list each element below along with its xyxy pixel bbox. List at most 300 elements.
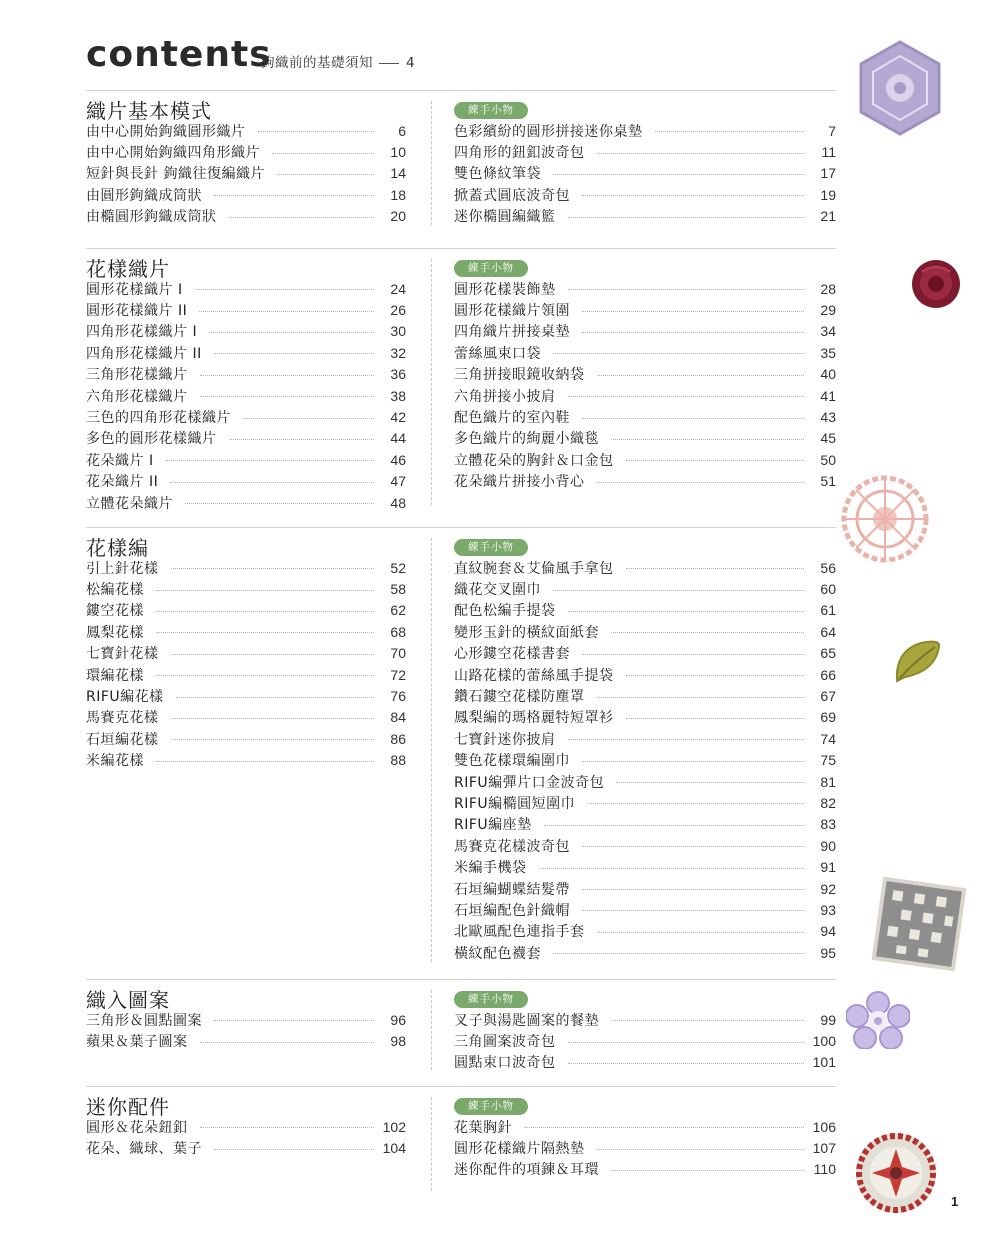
dot-leader — [587, 803, 804, 804]
entry-label: 色彩繽紛的圓形拼接迷你桌墊 — [454, 123, 643, 140]
entry-page-number: 45 — [820, 430, 836, 447]
entry-page-number: 86 — [390, 730, 406, 747]
entry-page-number: 14 — [390, 165, 406, 182]
practice-items-badge: 練手小物 — [454, 260, 528, 277]
toc-entry[interactable] — [86, 707, 406, 728]
dot-leader — [568, 739, 805, 740]
entry-label: 直紋腕套＆艾倫風手拿包 — [454, 560, 614, 577]
left-column-list — [86, 1116, 406, 1159]
dot-leader — [258, 131, 375, 132]
section-title: 花樣織片 — [86, 257, 170, 281]
toc-entry[interactable] — [454, 342, 836, 363]
practice-items-badge: 練手小物 — [454, 1098, 528, 1115]
dot-leader — [611, 1020, 804, 1021]
section-title: 迷你配件 — [86, 1095, 170, 1119]
entry-page-number: 64 — [820, 623, 836, 640]
entry-label: 花朵織片拼接小背心 — [454, 474, 585, 491]
left-column-list — [86, 278, 406, 513]
toc-entry[interactable] — [454, 771, 836, 792]
right-column-list — [454, 278, 836, 492]
entry-page-number: 68 — [390, 623, 406, 640]
dot-leader — [597, 697, 805, 698]
entry-label: 叉子與湯匙圖案的餐墊 — [454, 1012, 599, 1029]
toc-section — [86, 527, 836, 968]
toc-entry[interactable] — [454, 557, 836, 578]
entry-page-number: 50 — [820, 451, 836, 468]
dot-leader — [200, 396, 375, 397]
toc-entry[interactable] — [86, 141, 406, 162]
toc-entry[interactable] — [86, 728, 406, 749]
entry-page-number: 58 — [390, 581, 406, 598]
practice-items-badge: 練手小物 — [454, 102, 528, 119]
toc-entry[interactable] — [86, 364, 406, 385]
toc-section — [86, 248, 836, 511]
toc-entry[interactable] — [86, 184, 406, 205]
entry-page-number: 10 — [390, 144, 406, 161]
entry-label: 花朵織片 II — [86, 474, 159, 491]
contents-title: contents — [86, 34, 272, 75]
entry-label: 橫紋配色襪套 — [454, 945, 541, 962]
toc-entry[interactable] — [454, 364, 836, 385]
entry-label: 圓形花樣織片 I — [86, 281, 183, 298]
green-leaf-motif-icon — [891, 637, 943, 685]
entry-page-number: 28 — [820, 280, 836, 297]
toc-entry[interactable] — [454, 814, 836, 835]
toc-entry[interactable] — [86, 163, 406, 184]
entry-label: 引上針花樣 — [86, 560, 159, 577]
dot-leader — [544, 825, 804, 826]
entry-page-number: 47 — [390, 473, 406, 490]
dot-leader — [611, 632, 804, 633]
toc-entry[interactable] — [454, 406, 836, 427]
entry-label: 圓形花樣裝飾墊 — [454, 281, 556, 298]
toc-entry[interactable] — [454, 163, 836, 184]
entry-label: RIFU編座墊 — [454, 817, 532, 834]
dot-leader — [171, 718, 375, 719]
entry-page-number: 99 — [820, 1011, 836, 1028]
dot-leader — [553, 590, 804, 591]
toc-entry[interactable] — [86, 385, 406, 406]
entry-label: 變形玉針的橫紋面紙套 — [454, 624, 599, 641]
toc-entry[interactable] — [86, 557, 406, 578]
entry-label: 鏤空花樣 — [86, 603, 144, 620]
left-column-list — [86, 1009, 406, 1052]
entry-label: 多色的圓形花樣織片 — [86, 431, 217, 448]
dot-leader — [156, 675, 374, 676]
toc-entry[interactable] — [86, 471, 406, 492]
entry-page-number: 38 — [390, 387, 406, 404]
toc-entry[interactable] — [454, 921, 836, 942]
entry-label: 多色織片的絢麗小織毯 — [454, 431, 599, 448]
toc-entry[interactable] — [454, 1116, 836, 1137]
dot-leader — [597, 375, 805, 376]
dot-leader — [156, 632, 374, 633]
entry-page-number: 52 — [390, 559, 406, 576]
entry-label: 三角圖案波奇包 — [454, 1034, 556, 1051]
entry-label: 花葉胸針 — [454, 1119, 512, 1136]
entry-page-number: 34 — [820, 323, 836, 340]
dot-leader — [553, 353, 804, 354]
dot-leader — [524, 1127, 804, 1128]
dot-leader — [616, 782, 804, 783]
entry-label: RIFU編花樣 — [86, 689, 164, 706]
toc-entry[interactable] — [454, 942, 836, 963]
toc-entry[interactable] — [86, 621, 406, 642]
dot-leader — [568, 1042, 805, 1043]
toc-entry[interactable] — [454, 321, 836, 342]
basics-entry-label: 鉤織前的基礎須知 — [261, 55, 373, 71]
dot-leader — [272, 153, 374, 154]
entry-page-number: 94 — [820, 923, 836, 940]
entry-label: 由圓形鉤織成筒狀 — [86, 187, 202, 204]
toc-entry[interactable] — [86, 685, 406, 706]
toc-entry[interactable] — [454, 578, 836, 599]
entry-page-number: 35 — [820, 344, 836, 361]
entry-page-number: 44 — [390, 430, 406, 447]
dot-leader — [568, 217, 805, 218]
entry-page-number: 20 — [390, 208, 406, 225]
practice-items-badge: 練手小物 — [454, 991, 528, 1008]
toc-entry[interactable] — [86, 206, 406, 227]
toc-entry[interactable] — [454, 141, 836, 162]
toc-entry[interactable] — [86, 492, 406, 513]
toc-entry[interactable] — [86, 1030, 406, 1051]
toc-entry[interactable] — [454, 184, 836, 205]
entry-label: 迷你配件的項鍊＆耳環 — [454, 1162, 599, 1179]
entry-label: 米編花樣 — [86, 753, 144, 770]
entry-page-number: 32 — [390, 344, 406, 361]
lavender-hexagon-motif-icon — [857, 40, 943, 136]
entry-label: 馬賽克花樣 — [86, 710, 159, 727]
entry-label: 由中心開始鉤織四角形織片 — [86, 145, 260, 162]
entry-label: 圓形＆花朵鈕釦 — [86, 1119, 188, 1136]
toc-entry[interactable] — [86, 600, 406, 621]
toc-entry[interactable] — [454, 1052, 836, 1073]
entry-page-number: 60 — [820, 581, 836, 598]
toc-entry[interactable] — [454, 707, 836, 728]
entry-label: 迷你橢圓編織籃 — [454, 209, 556, 226]
entry-label: 掀蓋式圓底波奇包 — [454, 187, 570, 204]
entry-page-number: 51 — [820, 473, 836, 490]
entry-label: 配色松編手提袋 — [454, 603, 556, 620]
toc-entry[interactable] — [454, 878, 836, 899]
entry-page-number: 56 — [820, 559, 836, 576]
dot-leader — [626, 675, 805, 676]
entry-label: 織花交叉圍巾 — [454, 582, 541, 599]
entry-page-number: 42 — [390, 409, 406, 426]
dot-leader — [582, 311, 804, 312]
entry-page-number: 84 — [390, 709, 406, 726]
dot-leader — [582, 418, 804, 419]
toc-entry[interactable] — [454, 600, 836, 621]
entry-page-number: 24 — [390, 280, 406, 297]
toc-section — [86, 1086, 836, 1197]
toc-entry[interactable] — [454, 471, 836, 492]
entry-page-number: 18 — [390, 186, 406, 203]
dash-separator — [379, 63, 399, 64]
dot-leader — [568, 611, 805, 612]
entry-page-number: 82 — [820, 794, 836, 811]
entry-label: 七寶針花樣 — [86, 646, 159, 663]
burgundy-rose-motif-icon — [908, 258, 964, 310]
entry-label: 配色織片的室內鞋 — [454, 410, 570, 427]
dot-leader — [597, 1149, 805, 1150]
entry-label: 石垣編花樣 — [86, 731, 159, 748]
entry-page-number: 74 — [820, 730, 836, 747]
toc-entry[interactable] — [454, 835, 836, 856]
dot-leader — [199, 311, 374, 312]
dot-leader — [597, 482, 805, 483]
dot-leader — [170, 482, 374, 483]
entry-page-number: 95 — [820, 944, 836, 961]
toc-entry[interactable] — [454, 1030, 836, 1051]
entry-label: 六角拼接小披肩 — [454, 388, 556, 405]
left-column-list — [86, 557, 406, 771]
entry-label: 松編花樣 — [86, 582, 144, 599]
entry-page-number: 67 — [820, 688, 836, 705]
dot-leader — [195, 289, 374, 290]
toc-entry[interactable] — [454, 899, 836, 920]
dot-leader — [214, 1149, 374, 1150]
toc-entry[interactable] — [454, 621, 836, 642]
entry-label: 鳳梨花樣 — [86, 624, 144, 641]
dot-leader — [243, 418, 374, 419]
dot-leader — [156, 590, 374, 591]
entry-page-number: 96 — [390, 1011, 406, 1028]
entry-label: 馬賽克花樣波奇包 — [454, 838, 570, 855]
entry-page-number: 46 — [390, 451, 406, 468]
dot-leader — [553, 174, 804, 175]
section-title: 織片基本模式 — [86, 99, 212, 123]
toc-entry[interactable] — [454, 685, 836, 706]
toc-entry[interactable] — [454, 1137, 836, 1158]
entry-label: 花朵織片 I — [86, 452, 154, 469]
entry-label: 米編手機袋 — [454, 860, 527, 877]
page-number: 1 — [951, 1194, 959, 1209]
section-title: 織入圖案 — [86, 988, 170, 1012]
toc-entry[interactable] — [454, 428, 836, 449]
entry-label: 三角形花樣織片 — [86, 367, 188, 384]
entry-page-number: 61 — [820, 602, 836, 619]
entry-label: 心形鏤空花樣書套 — [454, 646, 570, 663]
toc-entry[interactable] — [86, 278, 406, 299]
toc-entry[interactable] — [454, 856, 836, 877]
entry-page-number: 75 — [820, 752, 836, 769]
toc-entry[interactable] — [86, 428, 406, 449]
dot-leader — [582, 332, 804, 333]
basics-entry[interactable] — [261, 51, 415, 71]
section-title: 花樣編 — [86, 536, 149, 560]
dot-leader — [171, 739, 375, 740]
toc-entry[interactable] — [454, 206, 836, 227]
toc-entry[interactable] — [86, 1009, 406, 1030]
toc-entry[interactable] — [86, 342, 406, 363]
entry-page-number: 66 — [820, 666, 836, 683]
purple-flower-motif-icon — [846, 991, 910, 1049]
entry-page-number: 48 — [390, 494, 406, 511]
toc-section — [86, 90, 836, 231]
entry-page-number: 102 — [382, 1118, 406, 1135]
column-divider — [431, 101, 432, 225]
dot-leader — [582, 889, 804, 890]
entry-page-number: 81 — [820, 773, 836, 790]
entry-label: 三角拼接眼鏡收納袋 — [454, 367, 585, 384]
entry-label: 圓點束口波奇包 — [454, 1055, 556, 1072]
entry-label: 四角形花樣織片 I — [86, 324, 198, 341]
entry-label: 鳳梨編的瑪格麗特短罩衫 — [454, 710, 614, 727]
entry-page-number: 6 — [398, 122, 406, 139]
entry-label: 六角形花樣織片 — [86, 388, 188, 405]
toc-entry[interactable] — [454, 299, 836, 320]
entry-label: 雙色花樣環編圍巾 — [454, 753, 570, 770]
entry-page-number: 40 — [820, 366, 836, 383]
red-round-coaster-motif-icon — [854, 1131, 938, 1215]
entry-page-number: 91 — [820, 859, 836, 876]
dot-leader — [229, 217, 375, 218]
dot-leader — [156, 761, 374, 762]
toc-section — [86, 979, 836, 1076]
toc-entry[interactable] — [86, 643, 406, 664]
entry-label: 立體花朵的胸針＆口金包 — [454, 452, 614, 469]
entry-label: 蕾絲風束口袋 — [454, 345, 541, 362]
dot-leader — [171, 654, 375, 655]
toc-entry[interactable] — [454, 728, 836, 749]
dot-leader — [166, 460, 374, 461]
entry-page-number: 107 — [812, 1140, 836, 1157]
dot-leader — [611, 1170, 804, 1171]
entry-label: 雙色條紋筆袋 — [454, 166, 541, 183]
entry-label: 四角形的鈕釦波奇包 — [454, 145, 585, 162]
entry-label: 圓形花樣織片 II — [86, 303, 188, 320]
toc-entry[interactable] — [454, 664, 836, 685]
entry-label: 圓形花樣織片領圍 — [454, 303, 570, 320]
entry-page-number: 100 — [812, 1033, 836, 1050]
entry-page-number: 17 — [820, 165, 836, 182]
dot-leader — [171, 568, 375, 569]
entry-label: 花朵、織球、葉子 — [86, 1141, 202, 1158]
dot-leader — [200, 1127, 375, 1128]
dot-leader — [626, 568, 805, 569]
dot-leader — [655, 131, 805, 132]
toc-entry[interactable] — [86, 449, 406, 470]
entry-label: 石垣編蝴蝶結髮帶 — [454, 881, 570, 898]
toc-entry[interactable] — [86, 299, 406, 320]
toc-entry[interactable] — [86, 578, 406, 599]
toc-entry[interactable] — [454, 1159, 836, 1180]
dot-leader — [568, 1063, 805, 1064]
entry-label: 短針與長針 鉤織往復編織片 — [86, 166, 265, 183]
toc-entry[interactable] — [454, 792, 836, 813]
toc-entry[interactable] — [454, 449, 836, 470]
entry-label: RIFU編橢圓短圍巾 — [454, 795, 576, 812]
entry-label: 三色的四角形花樣織片 — [86, 410, 231, 427]
dot-leader — [597, 153, 805, 154]
entry-page-number: 72 — [390, 666, 406, 683]
entry-label: 北歐風配色連指手套 — [454, 924, 585, 941]
toc-entry[interactable] — [454, 278, 836, 299]
entry-label: 四角形花樣織片 II — [86, 345, 202, 362]
dot-leader — [539, 868, 805, 869]
entry-page-number: 65 — [820, 645, 836, 662]
entry-page-number: 11 — [821, 144, 836, 161]
entry-page-number: 69 — [820, 709, 836, 726]
toc-entry[interactable] — [86, 750, 406, 771]
entry-page-number: 90 — [820, 837, 836, 854]
toc-entry[interactable] — [454, 1009, 836, 1030]
dot-leader — [582, 654, 804, 655]
dot-leader — [200, 375, 375, 376]
pink-lace-doily-motif-icon — [841, 475, 929, 563]
entry-page-number: 7 — [828, 122, 836, 139]
entry-page-number: 83 — [820, 816, 836, 833]
entry-page-number: 41 — [820, 387, 836, 404]
entry-page-number: 93 — [820, 901, 836, 918]
dot-leader — [229, 439, 375, 440]
dot-leader — [626, 460, 805, 461]
entry-page-number: 26 — [390, 302, 406, 319]
dot-leader — [568, 289, 805, 290]
entry-page-number: 104 — [382, 1140, 406, 1157]
dot-leader — [582, 761, 804, 762]
dot-leader — [611, 439, 804, 440]
dot-leader — [185, 503, 374, 504]
entry-page-number: 101 — [812, 1054, 836, 1071]
entry-page-number: 30 — [390, 323, 406, 340]
entry-page-number: 19 — [820, 186, 836, 203]
entry-page-number: 110 — [813, 1161, 836, 1178]
dot-leader — [582, 195, 804, 196]
entry-label: 石垣編配色針織帽 — [454, 902, 570, 919]
toc-entry[interactable] — [454, 120, 836, 141]
toc-entry[interactable] — [86, 664, 406, 685]
right-column-list — [454, 1009, 836, 1073]
entry-page-number: 92 — [820, 880, 836, 897]
entry-label: 由橢圓形鉤織成筒狀 — [86, 209, 217, 226]
entry-page-number: 29 — [820, 302, 836, 319]
toc-entry[interactable] — [86, 1116, 406, 1137]
entry-page-number: 76 — [390, 688, 406, 705]
dot-leader — [214, 195, 374, 196]
entry-page-number: 88 — [390, 752, 406, 769]
dot-leader — [176, 697, 374, 698]
entry-label: 三角形＆圓點圖案 — [86, 1012, 202, 1029]
entry-label: 蘋果＆葉子圖案 — [86, 1034, 188, 1051]
toc-entry[interactable] — [86, 1137, 406, 1158]
toc-entry[interactable] — [454, 750, 836, 771]
entry-label: 山路花樣的蕾絲風手提袋 — [454, 667, 614, 684]
gray-square-pattern-motif-icon — [871, 876, 967, 972]
column-divider — [431, 538, 432, 962]
entry-page-number: 36 — [390, 366, 406, 383]
entry-label: 七寶針迷你披肩 — [454, 731, 556, 748]
left-column-list — [86, 120, 406, 227]
toc-entry[interactable] — [86, 120, 406, 141]
toc-entry[interactable] — [86, 321, 406, 342]
toc-entry[interactable] — [454, 643, 836, 664]
dot-leader — [582, 910, 804, 911]
entry-label: 鑽石鏤空花樣防塵罩 — [454, 689, 585, 706]
toc-entry[interactable] — [454, 385, 836, 406]
column-divider — [431, 259, 432, 505]
entry-label: 由中心開始鉤織圓形織片 — [86, 123, 246, 140]
entry-page-number: 70 — [390, 645, 406, 662]
entry-label: RIFU編彈片口金波奇包 — [454, 774, 605, 791]
dot-leader — [553, 953, 804, 954]
entry-page-number: 21 — [820, 208, 836, 225]
toc-entry[interactable] — [86, 406, 406, 427]
dot-leader — [214, 1020, 374, 1021]
entry-label: 四角織片拼接桌墊 — [454, 324, 570, 341]
